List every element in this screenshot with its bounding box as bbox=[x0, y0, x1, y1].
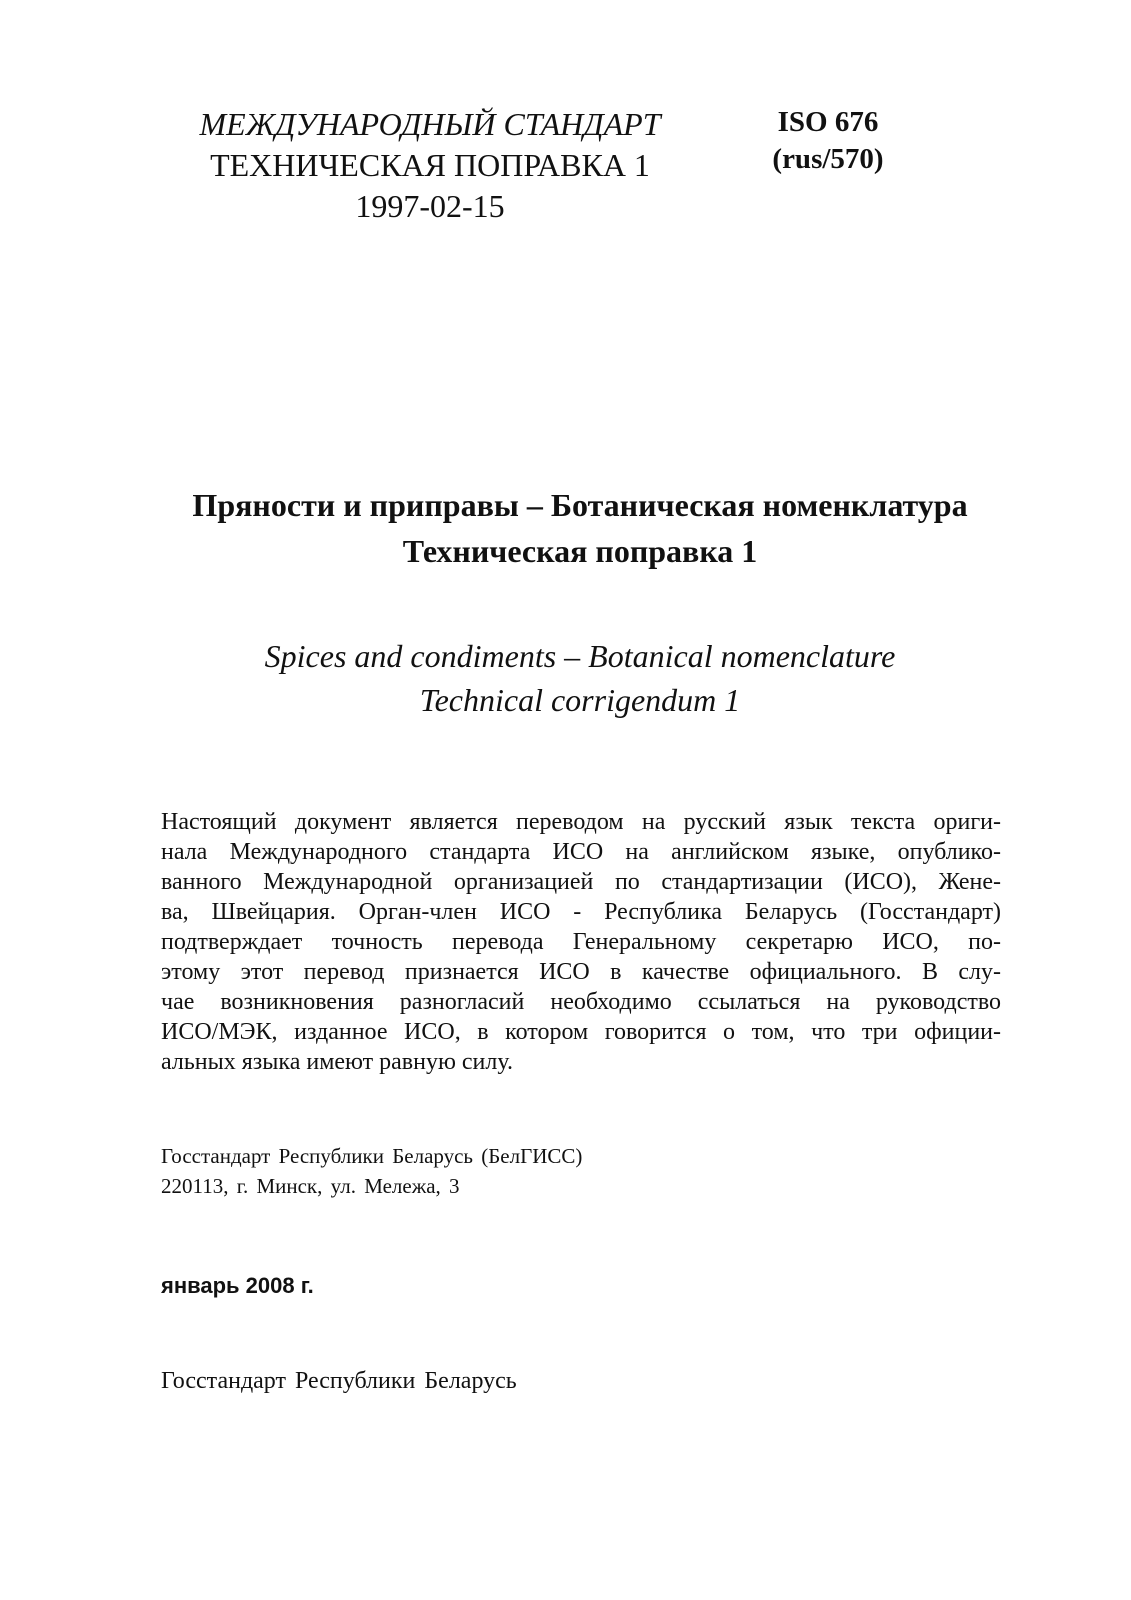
title-ru-line-2: Техническая поправка 1 bbox=[402, 533, 758, 569]
iso-code: (rus/570) bbox=[772, 143, 884, 175]
publication-date: январь 2008 г. bbox=[161, 1273, 314, 1298]
corrigendum-label: ТЕХНИЧЕСКАЯ ПОПРАВКА 1 bbox=[210, 147, 650, 183]
notice-line: ва, Швейцария. Орган-член ИСО - Республика Беларусь (Госстандарт) bbox=[161, 899, 1001, 925]
notice-line: подтверждает точность перевода Генеральному секретарю ИСО, по- bbox=[161, 929, 1001, 955]
header-left-block bbox=[150, 104, 710, 227]
title-en-line-2: Technical corrigendum 1 bbox=[419, 682, 741, 718]
header-date: 1997-02-15 bbox=[355, 188, 505, 224]
address-line-2: 220113, г. Минск, ул. Мележа, 3 bbox=[161, 1174, 460, 1198]
notice-line: чае возникновения разногласий необходимо ссылаться на руководство bbox=[161, 989, 1001, 1015]
notice-line: альных языка имеют равную силу. bbox=[161, 1049, 513, 1075]
title-en-line-1: Spices and condiments – Botanical nomenclature bbox=[264, 638, 896, 674]
title-ru-line-1: Пряности и приправы – Ботаническая номенклатура bbox=[192, 487, 968, 523]
notice-line: ИСО/МЭК, изданное ИСО, в котором говорится о том, что три официи- bbox=[161, 1019, 1001, 1045]
notice-line: ванного Международной организацией по стандартизации (ИСО), Жене- bbox=[161, 869, 1001, 895]
translation-notice bbox=[161, 807, 1001, 1077]
title-english bbox=[100, 634, 1060, 722]
iso-number: ISO 676 bbox=[777, 106, 879, 138]
notice-line: этому этот перевод признается ИСО в качестве официального. В слу- bbox=[161, 959, 1001, 985]
footer-organization: Госстандарт Республики Беларусь bbox=[161, 1368, 517, 1394]
publisher-address bbox=[161, 1141, 582, 1201]
title-russian bbox=[100, 482, 1060, 574]
notice-line: нала Международного стандарта ИСО на английском языке, опублико- bbox=[161, 839, 1001, 865]
notice-line: Настоящий документ является переводом на русский язык текста ориги- bbox=[161, 809, 1001, 835]
iso-designation bbox=[748, 104, 908, 178]
standard-label: МЕЖДУНАРОДНЫЙ СТАНДАРТ bbox=[199, 106, 661, 142]
address-line-1: Госстандарт Республики Беларусь (БелГИСС) bbox=[161, 1144, 583, 1168]
